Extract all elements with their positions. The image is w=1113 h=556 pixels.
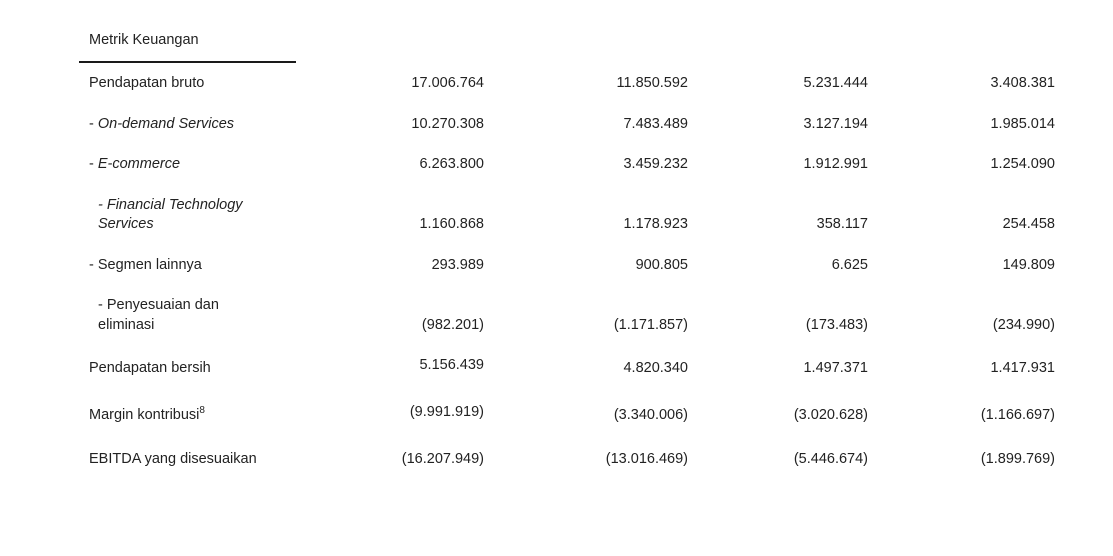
- row-value-col1: 5.156.439: [419, 357, 484, 373]
- row-value-col3: 1.497.371: [803, 360, 868, 376]
- footnote-marker: 8: [199, 405, 205, 417]
- row-value-col3: 6.625: [831, 257, 868, 273]
- row-value-col1: 1.160.868: [419, 216, 484, 232]
- row-value-col3: 3.127.194: [803, 116, 868, 132]
- row-label: - Segmen lainnya: [89, 257, 202, 273]
- row-value-col2: 7.483.489: [623, 116, 688, 132]
- row-value-col1: 6.263.800: [419, 156, 484, 172]
- row-value-col2: 3.459.232: [623, 156, 688, 172]
- row-label-line2: Services: [98, 216, 154, 232]
- row-value-col4: 149.809: [1002, 257, 1055, 273]
- row-value-col4: 3.408.381: [990, 75, 1055, 91]
- row-value-col3: 5.231.444: [803, 75, 868, 91]
- row-value-col4: 1.417.931: [990, 360, 1055, 376]
- row-label: [89, 114, 234, 134]
- row-label: [89, 405, 205, 425]
- row-value-col2: 4.820.340: [623, 360, 688, 376]
- row-value-col1: (982.201): [421, 317, 484, 333]
- row-value-col3: (3.020.628): [793, 407, 868, 423]
- row-value-col2: (13.016.469): [605, 451, 688, 467]
- row-label: Pendapatan bruto: [89, 75, 205, 91]
- row-label-line1: - Financial Technology: [98, 197, 243, 213]
- row-label-text: On-demand Services: [97, 116, 235, 132]
- row-value-col4: 1.985.014: [990, 116, 1055, 132]
- row-label: EBITDA yang disesuaikan: [89, 451, 257, 467]
- row-value-col4: 1.254.090: [990, 156, 1055, 172]
- row-label: [89, 154, 180, 174]
- table-header-label: Metrik Keuangan: [89, 32, 199, 48]
- row-value-col3: 358.117: [816, 216, 868, 232]
- row-value-col3: (173.483): [805, 317, 868, 333]
- row-value-col4: (1.899.769): [980, 451, 1055, 467]
- row-value-col4: (1.166.697): [980, 407, 1055, 423]
- row-value-col1: 17.006.764: [411, 75, 484, 91]
- row-label-line2: eliminasi: [98, 317, 155, 333]
- row-label-line1: - Penyesuaian dan: [98, 297, 219, 313]
- header-underline: [79, 61, 296, 63]
- row-label-prefix: -: [89, 116, 98, 132]
- row-value-col3: (5.446.674): [793, 451, 868, 467]
- row-value-col2: 11.850.592: [616, 75, 688, 91]
- row-value-col2: 1.178.923: [623, 216, 688, 232]
- row-label-text: E-commerce: [97, 156, 181, 172]
- row-value-col4: 254.458: [1002, 216, 1055, 232]
- row-label-text: Margin kontribusi: [89, 407, 200, 423]
- row-value-col1: 10.270.308: [411, 116, 484, 132]
- row-value-col1: 293.989: [431, 257, 484, 273]
- row-value-col3: 1.912.991: [803, 156, 868, 172]
- row-label: Pendapatan bersih: [89, 360, 211, 376]
- row-value-col4: (234.990): [992, 317, 1055, 333]
- row-value-col1: (9.991.919): [409, 404, 484, 420]
- row-value-col1: (16.207.949): [401, 451, 484, 467]
- row-label-prefix: -: [89, 156, 98, 172]
- row-value-col2: (1.171.857): [613, 317, 688, 333]
- row-value-col2: 900.805: [635, 257, 688, 273]
- row-value-col2: (3.340.006): [613, 407, 688, 423]
